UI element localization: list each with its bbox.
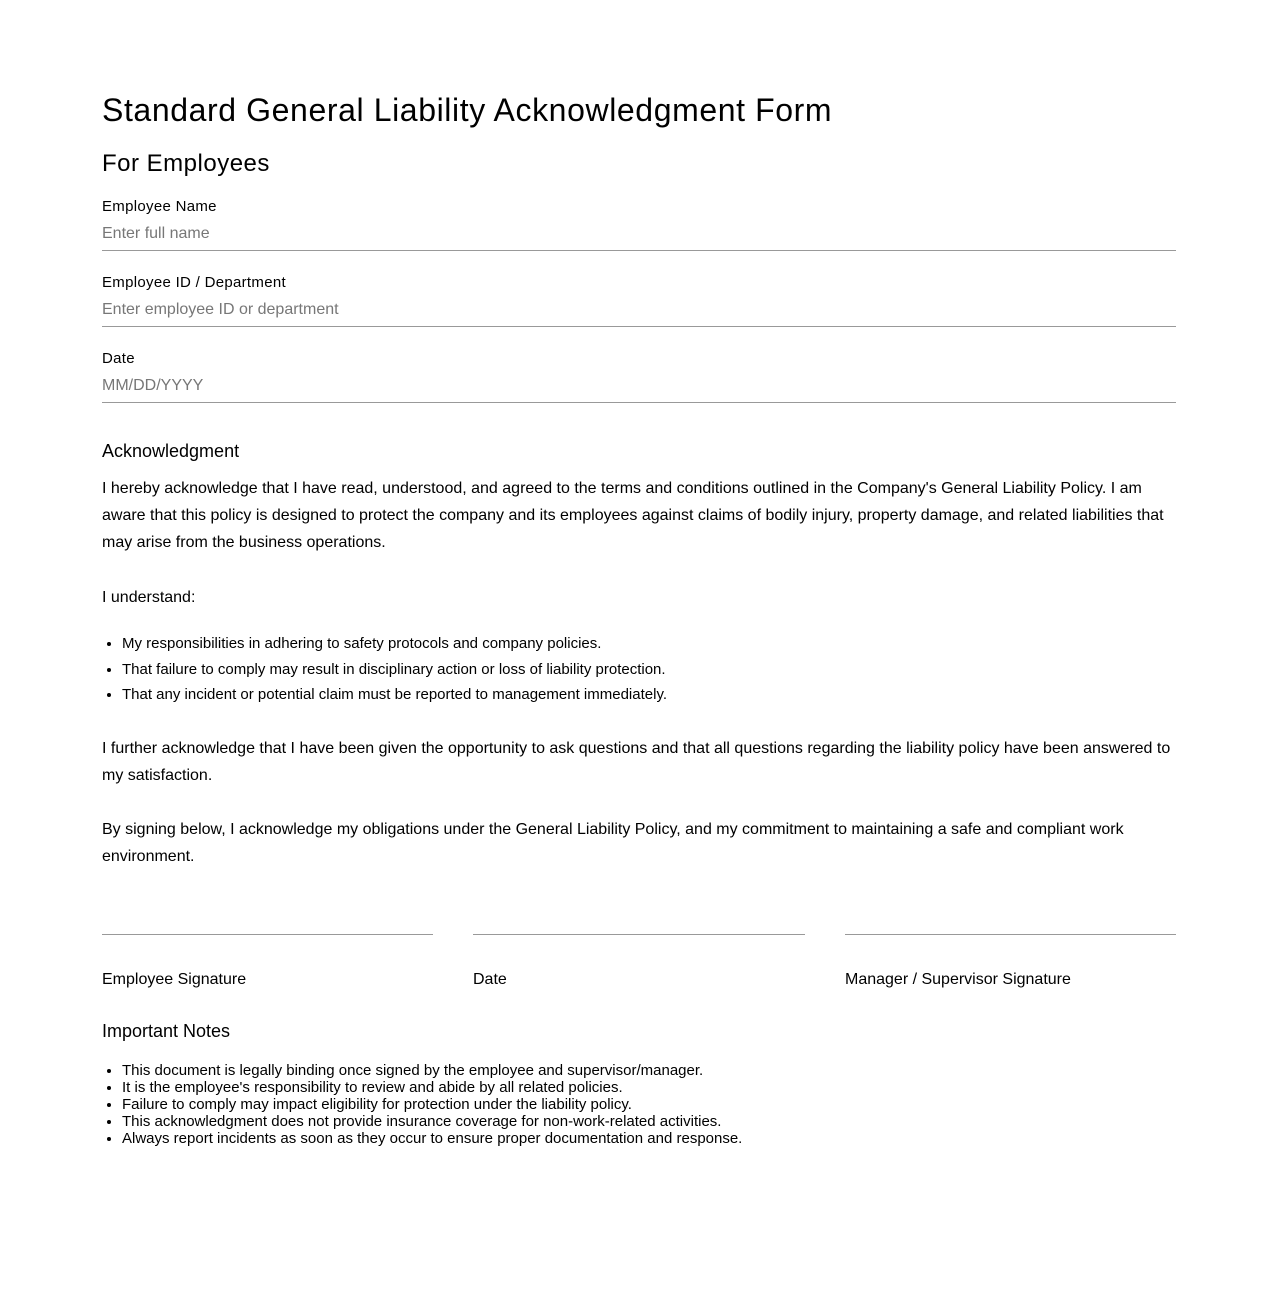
employee-name-input[interactable] xyxy=(102,224,1176,251)
employee-name-field-group xyxy=(102,198,1176,251)
list-item: • It is the employee's responsibility to review and abide by all related policies. xyxy=(122,1079,742,1096)
signature-line xyxy=(845,934,1176,935)
employee-id-label: Employee ID / Department xyxy=(102,274,286,291)
list-item: • Always report incidents as soon as they occur to ensure proper documentation and response. xyxy=(122,1130,742,1147)
employee-signature-label: Employee Signature xyxy=(102,971,247,988)
page-title: Standard General Liability Acknowledgment Form xyxy=(102,92,833,128)
acknowledgment-heading: Acknowledgment xyxy=(102,441,240,461)
date-input[interactable] xyxy=(102,376,1176,403)
understand-list xyxy=(102,631,667,708)
understand-label: I understand: xyxy=(102,589,196,606)
signature-date-block[interactable] xyxy=(473,934,805,988)
manager-signature-label: Manager / Supervisor Signature xyxy=(845,971,1071,988)
list-item: • That failure to comply may result in disciplinary action or loss of liability protection. xyxy=(122,657,667,683)
date-field-group xyxy=(102,350,1176,403)
page-subtitle: For Employees xyxy=(102,150,270,177)
list-item: • This document is legally binding once signed by the employee and supervisor/manager. xyxy=(122,1062,742,1079)
important-notes-list xyxy=(102,1062,742,1147)
closing-statement: By signing below, I acknowledge my obligations under the General Liability Policy, and my commitment to maintaining a safe and compliant work environment. xyxy=(102,821,1124,865)
employee-name-label: Employee Name xyxy=(102,198,217,215)
manager-signature-block[interactable] xyxy=(845,934,1176,988)
signature-line xyxy=(473,934,805,935)
further-acknowledgment: I further acknowledge that I have been given the opportunity to ask questions and that all questions regarding the liability policy have been answered to my satisfaction. xyxy=(102,740,1171,784)
signature-date-label: Date xyxy=(473,971,507,988)
employee-id-input[interactable] xyxy=(102,300,1176,327)
signature-line xyxy=(102,934,433,935)
list-item: • That any incident or potential claim must be reported to management immediately. xyxy=(122,682,667,708)
date-label: Date xyxy=(102,350,135,367)
list-item: • This acknowledgment does not provide insurance coverage for non-work-related activities. xyxy=(122,1113,742,1130)
list-item: • My responsibilities in adhering to safety protocols and company policies. xyxy=(122,631,667,657)
employee-id-field-group xyxy=(102,274,1176,327)
employee-signature-block[interactable] xyxy=(102,934,433,988)
list-item: • Failure to comply may impact eligibility for protection under the liability policy. xyxy=(122,1096,742,1113)
important-notes-heading: Important Notes xyxy=(102,1021,231,1041)
acknowledgment-intro: I hereby acknowledge that I have read, understood, and agreed to the terms and conditions outlined in the Company's General Liability Policy. I am aware that this policy is designed to protect the company and its employees against claims of bodily injury, property damage, and related liabilities that may arise from the business operations. xyxy=(102,480,1164,551)
